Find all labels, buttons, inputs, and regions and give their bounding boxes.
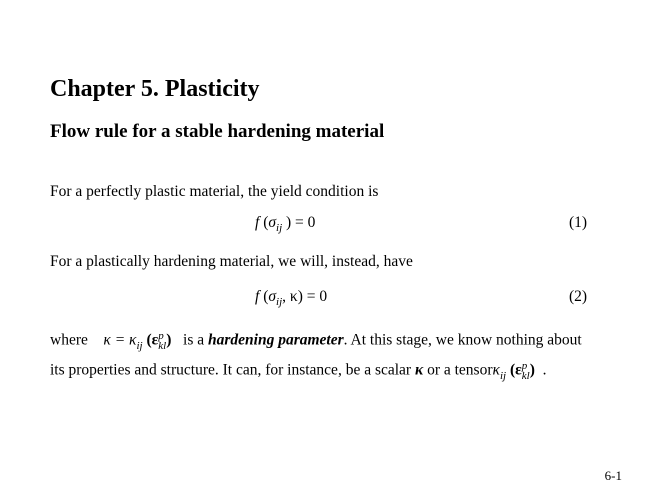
eq1-rest: ) = 0 xyxy=(286,214,316,231)
equation-2 xyxy=(255,288,327,306)
paragraph-4 xyxy=(50,361,546,381)
kappa-tensor: κ xyxy=(492,361,500,379)
eq1-sigma: σ xyxy=(268,214,277,231)
tensor-eps-supsub xyxy=(522,361,530,381)
para4-text: its properties and structure. It can, for instance, be a scalar xyxy=(50,361,412,379)
kappa-eq: κ = κ xyxy=(103,331,137,349)
kappa-sub: ij xyxy=(136,339,143,352)
where-text: where xyxy=(50,331,88,349)
paragraph-3 xyxy=(50,331,582,351)
eq2-paren: ( xyxy=(263,288,269,305)
or-tensor-text: or a tensor xyxy=(427,361,493,379)
eq1-f: f xyxy=(255,214,260,231)
eq2-f: f xyxy=(255,288,260,305)
kappa-scalar: κ xyxy=(414,361,424,379)
eq1-paren: ( xyxy=(263,214,269,231)
section-title: Flow rule for a stable hardening material xyxy=(50,121,385,142)
kappa-paren-close: ) xyxy=(166,331,172,349)
eps-sup: p xyxy=(158,330,164,342)
tensor-paren-close: ) xyxy=(529,361,535,379)
equation-1 xyxy=(255,214,315,232)
tensor-eps-sub: kl xyxy=(521,370,530,382)
hardening-parameter-term: hardening parameter xyxy=(207,331,344,349)
tensor-eps-sup: p xyxy=(521,360,528,372)
eps-sub: kl xyxy=(158,340,167,352)
paragraph-2: For a plastically hardening material, we will, instead, have xyxy=(50,253,413,270)
kappa-tensor-sub: ij xyxy=(499,369,507,382)
equation-1-number: (1) xyxy=(569,214,588,231)
is-a-text: is a xyxy=(183,331,205,349)
kappa-paren: (ε xyxy=(146,331,159,349)
eq2-sigma: σ xyxy=(268,288,277,305)
paragraph-1: For a perfectly plastic material, the yield condition is xyxy=(50,183,379,200)
para4-period: . xyxy=(542,361,547,379)
chapter-title: Chapter 5. Plasticity xyxy=(50,76,260,102)
eps-supsub xyxy=(158,331,166,351)
equation-2-number: (2) xyxy=(569,288,588,305)
tensor-paren: (ε xyxy=(509,361,522,379)
para3-rest: . At this stage, we know nothing about xyxy=(343,331,582,349)
eq2-rest: , κ) = 0 xyxy=(282,288,328,305)
page-number: 6-1 xyxy=(604,468,622,483)
eq1-sub: ij xyxy=(276,222,283,234)
eq2-sub: ij xyxy=(276,296,283,308)
